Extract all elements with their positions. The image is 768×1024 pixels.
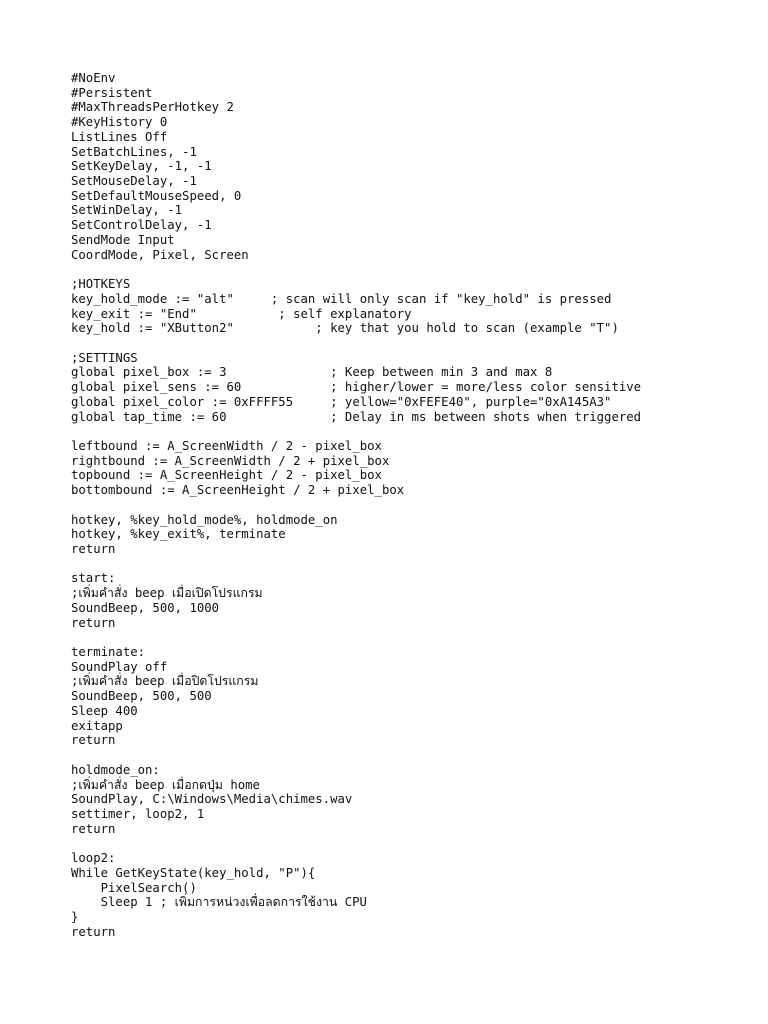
code-line: exitapp [71, 718, 123, 733]
code-line: hotkey, %key_exit%, terminate [71, 527, 286, 542]
code-line: #MaxThreadsPerHotkey 2 [71, 100, 234, 115]
code-line: #KeyHistory 0 [71, 115, 168, 130]
code-line [71, 630, 641, 645]
code-line: return [71, 821, 116, 836]
code-line: key_hold := "XButton2" ; key that you hold to scan (example "T") [71, 321, 619, 336]
code-line: SetBatchLines, -1 [71, 144, 197, 159]
code-line: SetControlDelay, -1 [71, 218, 212, 233]
code-line: leftbound := A_ScreenWidth / 2 - pixel_box [71, 438, 382, 453]
code-line: PixelSearch() [71, 880, 197, 895]
code-line: rightbound := A_ScreenWidth / 2 + pixel_box [71, 453, 390, 468]
code-line: #Persistent [71, 85, 153, 100]
code-line: key_exit := "End" ; self explanatory [71, 306, 412, 321]
code-line: global pixel_box := 3 ; Keep between min 3 and max 8 [71, 365, 553, 380]
code-line: global tap_time := 60 ; Delay in ms between shots when triggered [71, 409, 642, 424]
code-line: return [71, 924, 116, 939]
code-line: SetKeyDelay, -1, -1 [71, 159, 212, 174]
code-line: holdmode_on: [71, 762, 160, 777]
code-line: ;เพิ่มคำสั่ง beep เมื่อเปิดโปรแกรม [71, 586, 263, 601]
code-line: settimer, loop2, 1 [71, 806, 205, 821]
code-line: loop2: [71, 851, 116, 866]
code-line [71, 557, 641, 572]
code-line: global pixel_sens := 60 ; higher/lower = more/less color sensitive [71, 380, 642, 395]
code-line: hotkey, %key_hold_mode%, holdmode_on [71, 512, 338, 527]
code-line: SetMouseDelay, -1 [71, 174, 197, 189]
code-line: ;เพิ่มคำสั่ง beep เมื่อปิดโปรแกรม [71, 674, 259, 689]
code-line: return [71, 542, 116, 556]
code-line: SoundBeep, 500, 500 [71, 689, 212, 704]
code-line [71, 498, 641, 513]
code-line: ListLines Off [71, 129, 168, 144]
code-line [71, 262, 641, 277]
code-line [71, 424, 641, 439]
code-line: terminate: [71, 645, 146, 660]
code-line: CoordMode, Pixel, Screen [71, 247, 249, 262]
code-line [71, 336, 641, 351]
code-line: bottombound := A_ScreenHeight / 2 + pixel_box [71, 483, 405, 498]
code-line: SoundPlay, C:\Windows\Media\chimes.wav [71, 792, 353, 807]
code-line: global pixel_color := 0xFFFF55 ; yellow="0xFEFE40", purple="0xA145A3" [71, 394, 612, 409]
code-line: key_hold_mode := "alt" ; scan will only scan if "key_hold" is pressed [71, 291, 612, 306]
code-line: Sleep 400 [71, 703, 138, 718]
code-line: ;SETTINGS [71, 350, 138, 365]
code-listing [71, 71, 641, 939]
code-line: Sleep 1 ; เพิ่มการหน่วงเพื่อลดการใช้งาน CPU [71, 895, 367, 910]
code-line: SetWinDelay, -1 [71, 203, 183, 218]
code-line [71, 748, 641, 763]
code-line: } [71, 909, 79, 924]
code-line: SendMode Input [71, 232, 175, 247]
code-line: #NoEnv [71, 71, 116, 85]
code-line [71, 836, 641, 851]
code-line: SoundPlay off [71, 659, 168, 674]
code-line: return [71, 615, 116, 630]
code-line: start: [71, 571, 116, 586]
code-line: return [71, 733, 116, 748]
code-line: ;HOTKEYS [71, 277, 131, 292]
code-line: ;เพิ่มคำสั่ง beep เมื่อกดปุ่ม home [71, 777, 260, 792]
code-line: topbound := A_ScreenHeight / 2 - pixel_box [71, 468, 382, 483]
code-line: SetDefaultMouseSpeed, 0 [71, 188, 242, 203]
code-line: While GetKeyState(key_hold, "P"){ [71, 865, 316, 880]
code-line: SoundBeep, 500, 1000 [71, 600, 220, 615]
